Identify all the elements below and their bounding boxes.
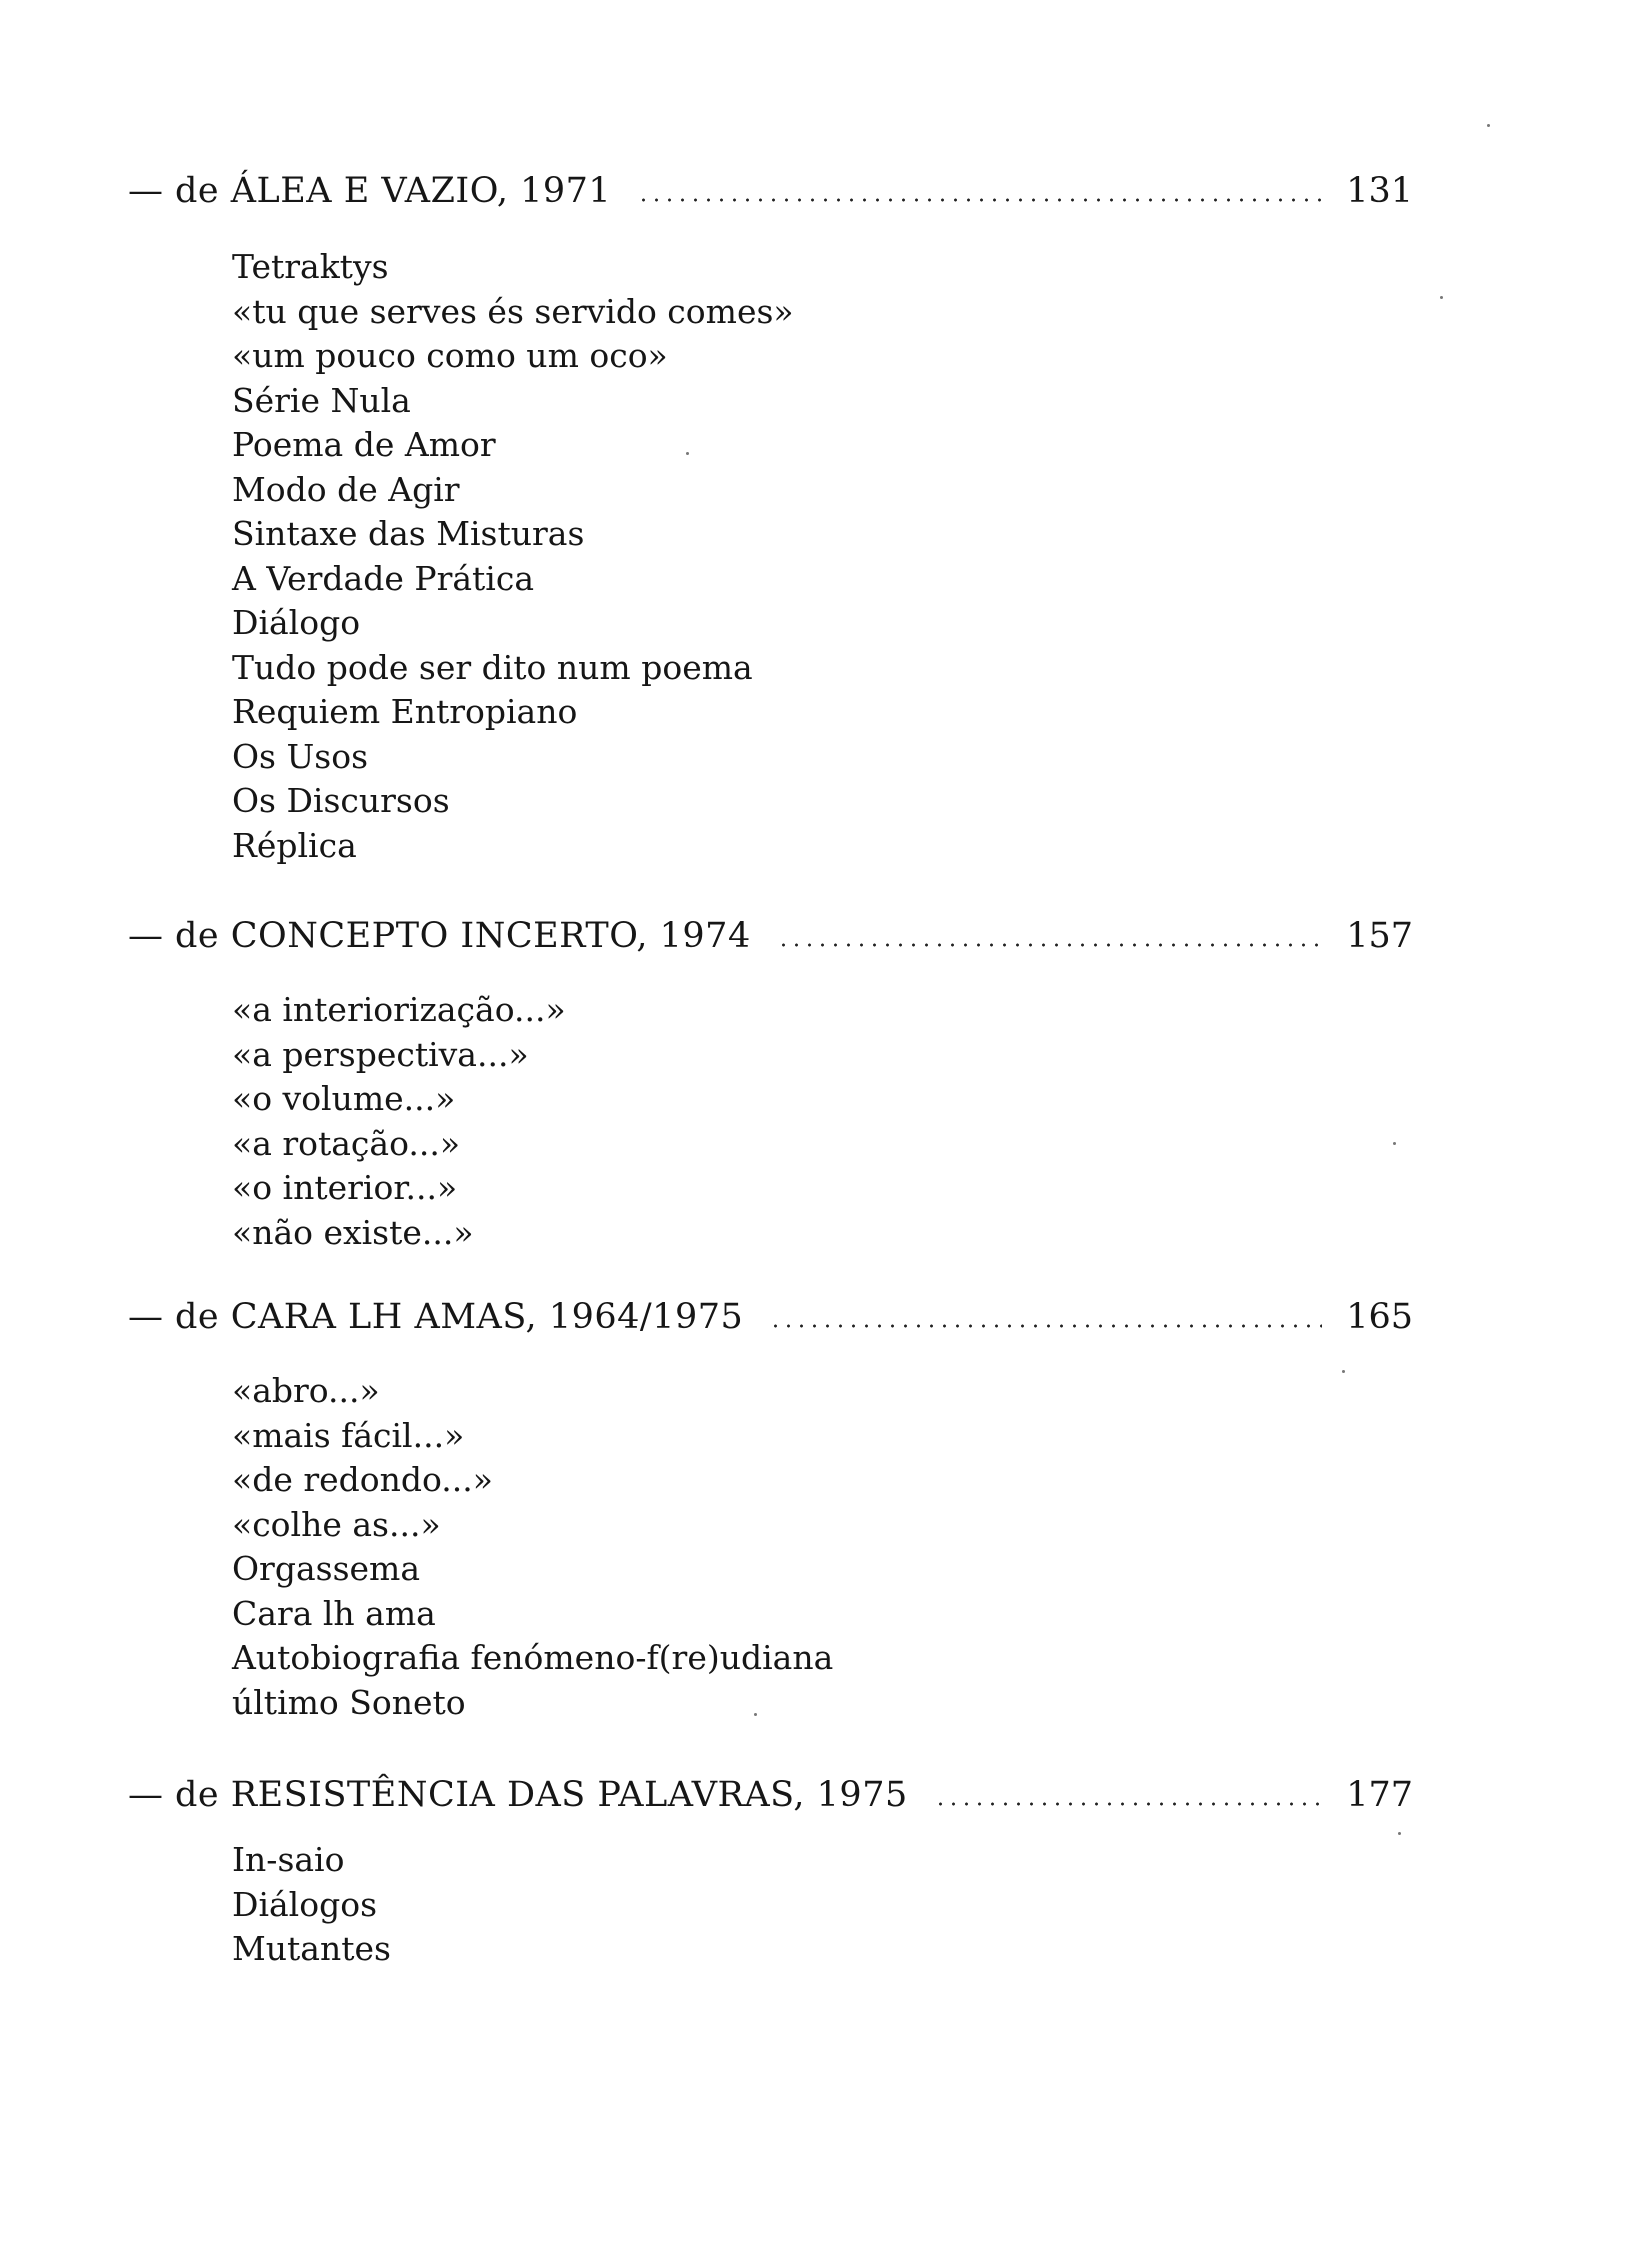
toc-item: Os Usos <box>232 736 369 776</box>
heading-dash: — <box>128 916 163 956</box>
toc-item-list <box>232 1838 391 1972</box>
heading-dash: — <box>128 171 163 211</box>
toc-item: «a interiorização...» <box>232 990 566 1029</box>
page-number: 165 <box>1346 1297 1413 1337</box>
heading-dash: — <box>128 1775 163 1815</box>
section-title: de RESISTÊNCIA DAS PALAVRAS, 1975 <box>175 1775 908 1815</box>
toc-item: Poema de Amor <box>232 425 496 464</box>
heading-dash: — <box>128 1297 163 1337</box>
section-title: de CARA LH AMAS, 1964/1975 <box>175 1297 744 1337</box>
toc-item: Orgassema <box>232 1549 420 1588</box>
toc-section-heading <box>128 1292 1413 1342</box>
toc-item: Réplica <box>232 825 357 865</box>
toc-item: Sintaxe das Misturas <box>232 514 585 553</box>
scan-speck <box>1440 296 1443 299</box>
toc-item: «tu que serves és servido comes» <box>232 291 794 331</box>
toc-item: In-saio <box>232 1840 345 1879</box>
toc-item: «um pouco como um oco» <box>232 336 668 375</box>
toc-item: «a perspectiva...» <box>232 1034 529 1074</box>
toc-item: «colhe as...» <box>232 1504 441 1544</box>
toc-item: Requiem Entropiano <box>232 692 578 731</box>
toc-section-heading <box>128 911 1413 961</box>
section-title: de CONCEPTO INCERTO, 1974 <box>175 916 751 956</box>
toc-section-heading <box>128 166 1413 216</box>
toc-item: Cara lh ama <box>232 1593 436 1633</box>
toc-item: «a rotação...» <box>232 1123 461 1163</box>
scan-speck <box>1393 1142 1396 1145</box>
page-number: 157 <box>1346 916 1413 956</box>
toc-item: Autobiografia fenómeno-f(re)udiana <box>232 1638 834 1677</box>
toc-item: Mutantes <box>232 1929 391 1968</box>
page-number: 177 <box>1346 1775 1413 1815</box>
toc-item: A Verdade Prática <box>232 558 534 598</box>
toc-item: «abro...» <box>232 1371 380 1410</box>
toc-item: Diálogo <box>232 603 361 642</box>
toc-item: Modo de Agir <box>232 469 460 509</box>
toc-item-list <box>232 245 794 868</box>
toc-item-list <box>232 1369 833 1725</box>
scan-speck <box>754 1713 757 1716</box>
toc-item: «o interior...» <box>232 1168 458 1207</box>
toc-item: «não existe...» <box>232 1212 474 1252</box>
toc-item: último Soneto <box>232 1682 466 1722</box>
toc-item: Os Discursos <box>232 781 450 820</box>
dot-leader <box>769 1324 1322 1328</box>
toc-item-list <box>232 988 566 1255</box>
section-title: de ÁLEA E VAZIO, 1971 <box>175 171 612 211</box>
toc-section-heading <box>128 1770 1413 1820</box>
dot-leader <box>637 198 1322 202</box>
toc-item: Diálogos <box>232 1884 378 1924</box>
page-number: 131 <box>1346 171 1413 211</box>
toc-item: Tudo pode ser dito num poema <box>232 647 753 687</box>
toc-item: Série Nula <box>232 380 411 420</box>
toc-item: «o volume...» <box>232 1079 456 1118</box>
dot-leader <box>777 943 1322 947</box>
scan-speck <box>686 452 689 455</box>
scan-speck <box>1487 124 1490 127</box>
scan-speck <box>1398 1832 1401 1835</box>
toc-item: «mais fácil...» <box>232 1415 465 1455</box>
toc-item: Tetraktys <box>232 247 389 286</box>
toc-item: «de redondo...» <box>232 1460 493 1499</box>
dot-leader <box>934 1802 1322 1806</box>
scan-speck <box>1342 1370 1345 1373</box>
